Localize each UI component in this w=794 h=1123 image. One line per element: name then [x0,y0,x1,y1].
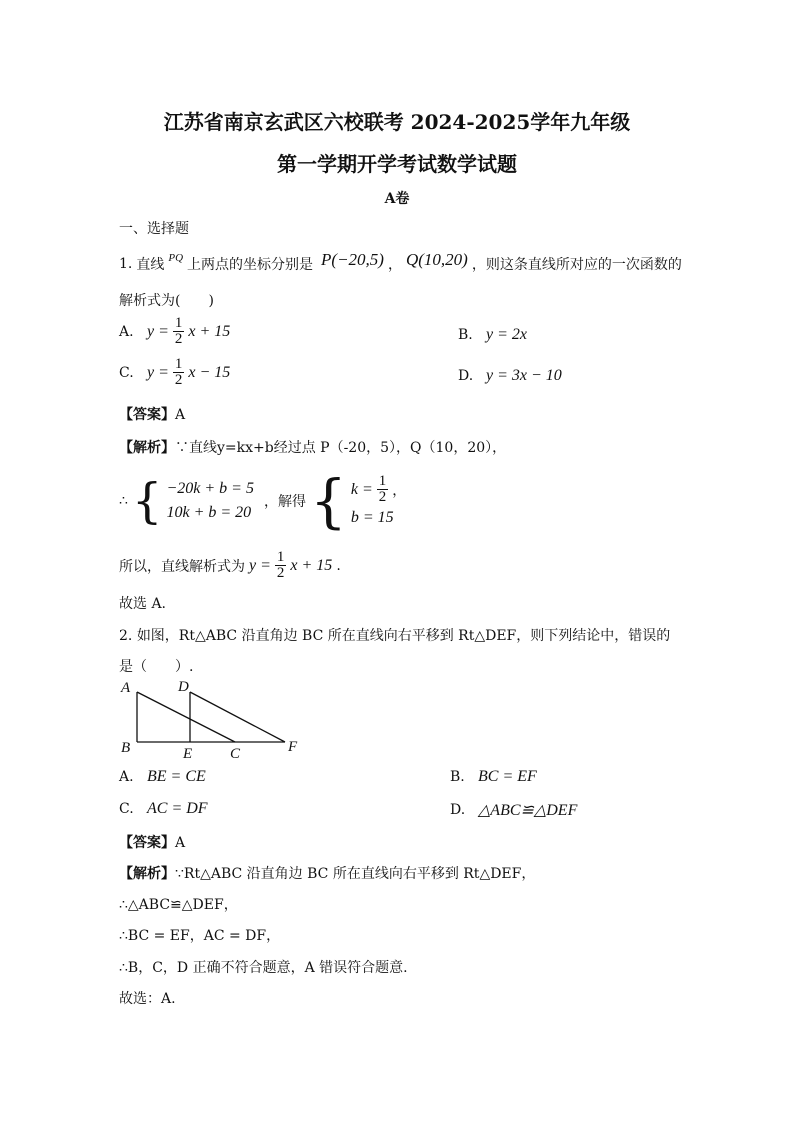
solve-word: ，解得 [263,493,306,510]
q1-option-a-fraction [173,316,185,347]
q1-conclusion-text: 所以，直线解析式为 [119,558,245,575]
q1-option-c-fraction [173,357,185,388]
q2-stem [119,625,670,645]
q1-option-b-expr: y = 2x [486,326,527,343]
q2-option-b-expr: BC = EF [478,768,537,785]
q1-option-a-label: A. [119,323,134,340]
fraction-numerator: 1 [174,356,183,372]
page-subtitle: 第一学期开学考试数学试题 [277,152,517,176]
left-brace-icon: { [131,472,163,529]
vertex-label-b: B [121,740,131,756]
q1-option-c [119,357,230,388]
vertex-label-e: E [183,746,193,762]
q2-answer [119,832,185,852]
q1-point-p: P(−20,5) [321,250,384,269]
q1-stem-line2: 解析式为( ) [119,293,214,309]
q1-option-d-label: D. [458,368,474,384]
system-two-eq1-tail: ， [392,482,407,499]
q1-stem-a: 直线 [136,257,165,273]
q1-conclusion-rhs: x + 15 [290,556,333,574]
q2-analysis-tag: 【解析】 [119,866,175,882]
q1-answer [119,404,185,424]
q1-option-d-expr: y = 3x − 10 [486,367,562,384]
system-one [166,480,254,522]
q1-option-c-lhs: y = [147,363,169,381]
fraction-numerator: 1 [276,549,285,565]
q1-answer-tag: 【答案】 [119,407,175,423]
q1-analysis [119,437,506,457]
fraction-denominator: 2 [378,489,387,505]
system-two-eq1 [351,474,406,505]
q1-choose: 故选 A. [119,596,167,612]
system-two-fraction [377,474,389,505]
q1-point-q: Q(10,20) [405,250,468,269]
q2-option-b [450,768,537,786]
q1-option-b [458,326,527,344]
system-one-eq2: 10k + b = 20 [166,503,252,521]
q2-stem-line2: 是（ ）. [119,659,194,675]
q1-analysis-line1: ∵直线y=kx+b经过点 P（-20，5），Q（10，20）， [175,440,507,456]
q1-equation-system [119,466,407,535]
q2-analysis-line3: ∴BC = EF，AC = DF， [119,928,281,944]
q1-comma: ， [387,257,402,273]
fraction-denominator: 2 [174,331,183,347]
system-one-eq1: −20k + b = 5 [166,479,254,497]
q1-pq: PQ [168,252,184,264]
q2-option-c [119,800,208,818]
q2-choose: 故选：A. [119,991,176,1007]
q1-option-a-rhs: x + 15 [188,322,231,340]
vertex-label-a: A [121,680,131,696]
q1-conclusion-end: . [336,557,341,574]
q2-analysis-line1: ∵Rt△ABC 沿直角边 BC 所在直线向右平移到 Rt△DEF， [175,866,536,882]
q1-conclusion-lhs: y = [249,556,271,574]
q1-stem-b: 上两点的坐标分别是 [187,257,314,273]
q2-answer-tag: 【答案】 [119,835,175,851]
q1-option-d [458,367,562,385]
therefore-symbol: ∴ [119,492,128,509]
q1-option-a [119,316,230,347]
vertex-label-d: D [178,679,189,695]
q2-answer-value: A [175,835,186,851]
q2-option-c-label: C. [119,801,134,817]
system-two-eq2: b = 15 [350,509,394,526]
q2-option-a-label: A. [119,769,134,785]
q2-option-a [119,768,206,786]
q1-option-b-label: B. [458,327,473,343]
left-brace-icon: { [309,466,347,535]
q2-analysis [119,863,535,883]
q1-conclusion [119,550,341,581]
fraction-numerator: 1 [174,315,183,331]
q1-answer-value: A [175,407,186,423]
q2-analysis-line4: ∴B，C，D 正确不符合题意，A 错误符合题意. [119,960,408,976]
q2-option-b-label: B. [450,769,465,785]
q2-option-d-label: D. [450,802,466,818]
section-heading: 一、选择题 [119,221,189,237]
q1-option-c-rhs: x − 15 [188,363,231,381]
q1-conclusion-fraction [275,550,287,581]
q1-stem [119,250,682,274]
q2-analysis-line2: ∴△ABC≌△DEF， [119,897,238,913]
q2-stem-line1: 如图，Rt△ABC 沿直角边 BC 所在直线向右平移到 Rt△DEF，则下列结论中，错误的 [136,628,671,644]
vertex-label-f: F [288,739,298,755]
fraction-numerator: 1 [378,473,387,489]
fraction-denominator: 2 [276,565,285,581]
q1-option-c-label: C. [119,364,134,381]
q1-stem-c: ，则这条直线所对应的一次函数的 [471,257,682,273]
hypotenuse-df [190,692,285,742]
q2-triangle-figure [115,676,315,766]
hypotenuse-ac [137,692,235,742]
volume-label: A卷 [384,191,410,207]
q1-analysis-tag: 【解析】 [119,440,175,456]
q2-option-d-expr: △ABC≌△DEF [478,802,578,819]
q2-option-c-expr: AC = DF [147,800,208,817]
q2-option-d [450,800,577,820]
fraction-denominator: 2 [174,372,183,388]
system-two [351,474,406,527]
system-two-eq1-lhs: k = [350,480,373,498]
q2-number: 2. [119,628,133,644]
q2-option-a-expr: BE = CE [147,768,206,785]
q1-number: 1. [119,256,133,272]
q1-option-a-lhs: y = [147,322,169,340]
vertex-label-c: C [230,746,241,762]
page-title: 江苏省南京玄武区六校联考 2024-2025学年九年级 [163,110,631,134]
